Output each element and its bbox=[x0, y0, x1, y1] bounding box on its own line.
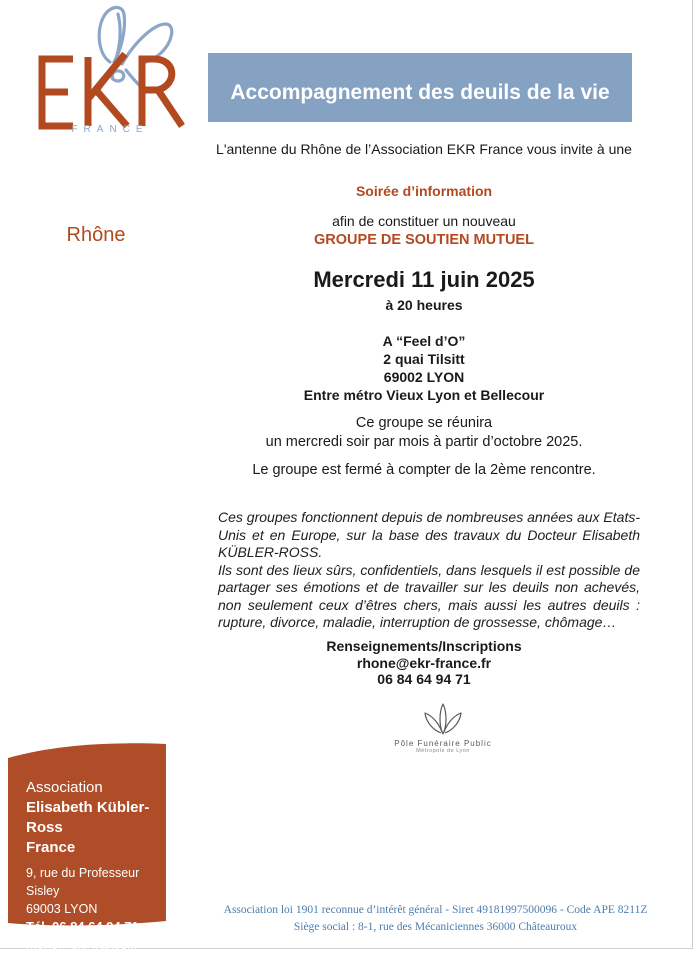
lotus-icon bbox=[421, 698, 465, 738]
address-name: Elisabeth Kübler-Ross bbox=[26, 799, 150, 836]
contact-phone: 06 84 64 94 71 bbox=[377, 671, 471, 687]
partner-logo bbox=[393, 698, 493, 754]
address-email: rhone@ekr-france.fr bbox=[26, 938, 139, 952]
footer-line-2: Siège social : 8-1, rue des Mécaniciennes 36000 Châteauroux bbox=[293, 921, 578, 933]
venue-block bbox=[205, 332, 643, 404]
closed-note: Le groupe est fermé à compter de la 2ème rencontre. bbox=[252, 462, 596, 478]
event-purpose: afin de constituer un nouveau bbox=[332, 213, 516, 229]
butterfly-icon bbox=[96, 7, 172, 94]
description-paragraph-2: Ils sont des lieux sûrs, confidentiels, dans lesquels il est possible de partager ses émotions et de travailler sur les deuils non achevés, non seulement ceux d’êtres chers, mais aussi les autres deuils : rupture, divorce, maladie, interruption de grossesse, chômage… bbox=[218, 561, 640, 630]
address-association: Association bbox=[26, 779, 103, 796]
partner-name: Pôle Funéraire Public bbox=[394, 739, 492, 748]
contact-block bbox=[205, 638, 643, 688]
address-street: 9, rue du Professeur Sisley bbox=[26, 866, 140, 898]
ekr-logo bbox=[30, 2, 190, 130]
banner bbox=[208, 53, 632, 122]
ekr-letters bbox=[42, 54, 182, 126]
address-box bbox=[8, 740, 166, 973]
description-block bbox=[218, 509, 640, 632]
event-group-title: GROUPE DE SOUTIEN MUTUEL bbox=[314, 232, 534, 248]
schedule-line-1: Ce groupe se réunira bbox=[355, 415, 493, 431]
address-city: 69003 LYON bbox=[26, 902, 98, 916]
intro-line: L'antenne du Rhône de l’Association EKR France vous invite à une bbox=[216, 141, 632, 157]
banner-title: Accompagnement des deuils de la vie bbox=[230, 80, 610, 104]
contact-heading: Renseignements/Inscriptions bbox=[326, 638, 522, 654]
event-time: à 20 heures bbox=[385, 297, 463, 313]
legal-footer bbox=[183, 902, 688, 936]
event-date: Mercredi 11 juin 2025 bbox=[313, 267, 535, 292]
region-label: Rhône bbox=[66, 224, 126, 246]
address-phone: Tél. 06 84 64 94 71 bbox=[26, 919, 139, 934]
description-paragraph-1: Ces groupes fonctionnent depuis de nombreuses années aux Etats-Unis et en Europe, sur la base des travaux du Docteur Elisabeth KÜBLER-ROSS. bbox=[218, 509, 640, 560]
footer-line-1: Association loi 1901 reconnue d’intérêt général - Siret 49181997500096 - Code APE 8211Z bbox=[223, 904, 648, 916]
venue-name: A “Feel d’O” bbox=[382, 333, 466, 349]
logo-france-label: FRANCE bbox=[71, 124, 149, 135]
event-type: Soirée d’information bbox=[355, 183, 493, 199]
partner-subtitle: Métropole de Lyon bbox=[416, 748, 470, 754]
venue-city: 69002 LYON bbox=[383, 369, 465, 385]
venue-street: 2 quai Tilsitt bbox=[383, 351, 465, 367]
schedule-block bbox=[205, 414, 643, 452]
contact-email: rhone@ekr-france.fr bbox=[356, 654, 492, 671]
venue-note: Entre métro Vieux Lyon et Bellecour bbox=[303, 387, 545, 403]
schedule-line-2: un mercredi soir par mois à partir d’octobre 2025. bbox=[265, 434, 583, 450]
address-country: France bbox=[26, 839, 76, 856]
address-website: www.ekr-france.fr bbox=[26, 956, 153, 973]
